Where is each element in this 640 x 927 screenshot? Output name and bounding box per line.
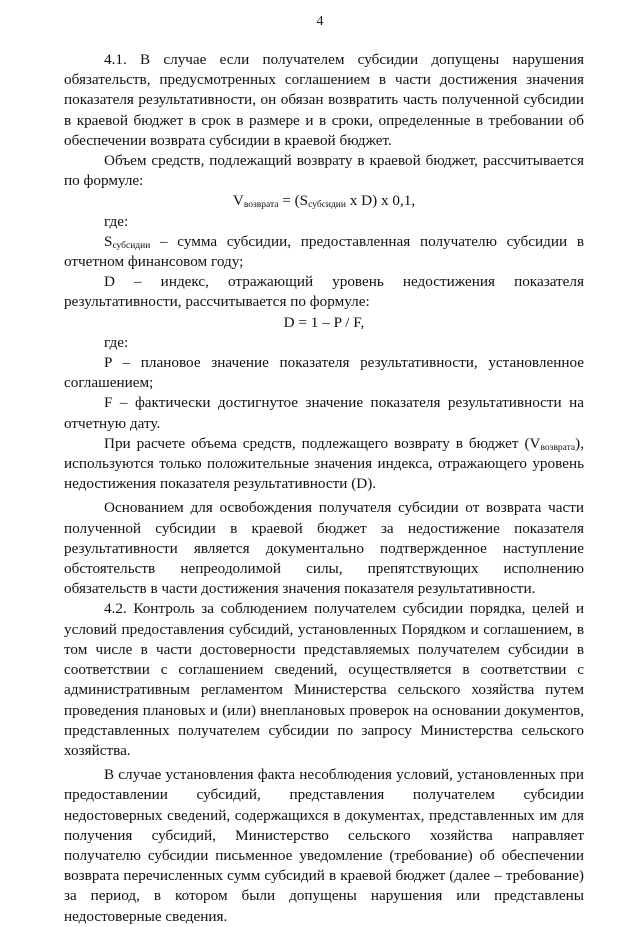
formula-d: D = 1 – P / F, xyxy=(283,313,365,331)
paragraph-4-1: 4.1. В случае если получателем субсидии допущены нарушения обязательств, предусмотренных соглашением в части достижения значения показателя результативности, он обязан возвратить часть полученной субсидии в краевой бюджет в срок в размере и в сроки, определенные в требовании об обеспечении возврата субсидии в краевой бюджет. xyxy=(64,51,584,149)
paragraph-4-2: 4.2. Контроль за соблюдением получателем субсидии порядка, целей и условий предоставления субсидий, установленных Порядком и соглашением, в том числе в части достоверности представляемых получателем субсидии в соответствии с соглашением сведений, осуществляется в соответствии с административным регламентом Министерства сельского хозяйства путем проведения плановых и (или) внеплановых проверок на основании документов, представленных получателем субсидии по запросу Министерства сельского хозяйства. xyxy=(64,600,584,759)
definition-f: F – фактически достигнутое значение показателя результативности на отчетную дату. xyxy=(64,394,584,432)
definition-s-symbol: S xyxy=(104,232,113,250)
formula-v: V xyxy=(232,192,244,210)
formula-s-subscript: субсидии xyxy=(308,200,346,211)
calculation-note-subscript: возврата xyxy=(540,442,576,453)
paragraph-violation-notice: В случае установления факта несоблюдения условий, установленных при предоставлении субсидий, представления получателем субсидии недостоверных сведений, содержащихся в документах, представленных им для получения субсидий, Министерство сельского хозяйства направляет получателю субсидии письменное уведомление (требование) об обеспечении возврата перечисленных сумм субсидий в краевой бюджет (далее – требование) за период, в котором были допущены нарушения или представлены недостоверные сведения. xyxy=(64,766,584,925)
definition-p: P – плановое значение показателя результативности, установленное соглашением; xyxy=(64,354,584,392)
formula-middle: = (S xyxy=(278,192,309,210)
formula-v-subscript: возврата xyxy=(243,200,279,211)
paragraph-volume-intro: Объем средств, подлежащий возврату в краевой бюджет, рассчитывается по формуле: xyxy=(64,152,584,190)
calculation-note-after: ), используются только положительные значения индекса, отражающего уровень недостижения показателя результативности (D). xyxy=(64,434,584,493)
formula-v-return xyxy=(64,191,584,211)
page-number: 4 xyxy=(316,14,324,29)
where-label-1: где: xyxy=(104,212,129,230)
where-label-2: где: xyxy=(104,333,129,351)
definition-s-text: – сумма субсидии, предоставленная получателю субсидии в отчетном финансовом году; xyxy=(64,232,584,271)
paragraph-exemption-basis: Основанием для освобождения получателя субсидии от возврата части полученной субсидии в краевой бюджет за недостижение показателя результативности является документально подтвержденное наступление обстоятельств непреодолимой силы, препятствующих исполнению обязательств в части достижения значения показателя результативности. xyxy=(64,499,584,598)
page-body xyxy=(64,50,584,927)
definition-d: D – индекс, отражающий уровень недостижения показателя результативности, рассчитывается по формуле: xyxy=(64,273,584,311)
calculation-note xyxy=(64,434,584,495)
formula-tail: x D) x 0,1, xyxy=(345,192,416,210)
definition-s xyxy=(64,232,584,272)
calculation-note-before: При расчете объема средств, подлежащего возврату в бюджет (V xyxy=(104,434,541,452)
definition-s-subscript: субсидии xyxy=(112,240,151,251)
